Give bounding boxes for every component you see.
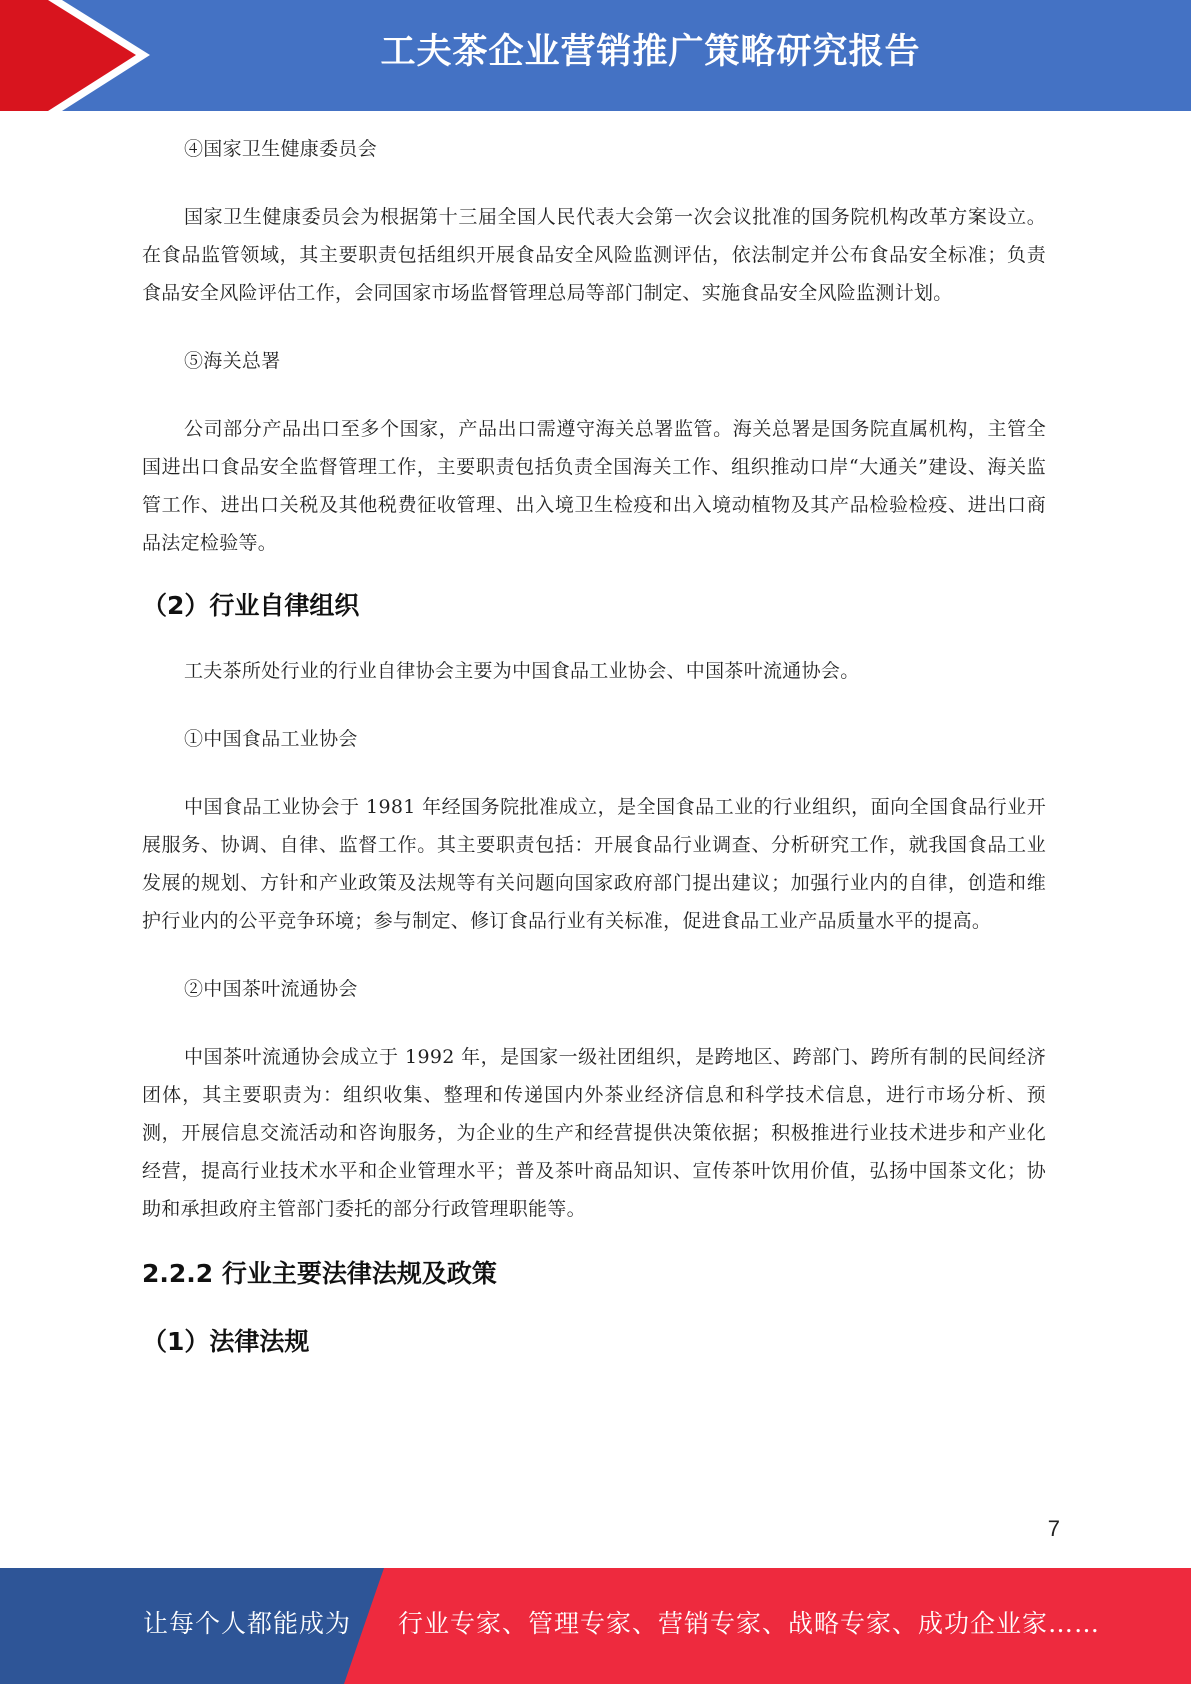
org-1-paragraph: 中国食品工业协会于 1981 年经国务院批准成立，是全国食品工业的行业组织，面向全国食品行业开展服务、协调、自律、监督工作。其主要职责包括：开展食品行业调查、分析研究工作，就我国食品工业发展的规划、方针和产业政策及法规等有关问题向国家政府部门提出建议；加强行业内的自律，创造和维护行业内的公平竞争环境；参与制定、修订食品行业有关标准，促进食品工业产品质量水平的提高。 (142, 796, 1046, 932)
page-header (0, 0, 1191, 111)
org-1-label: ①中国食品工业协会 (184, 728, 358, 750)
org-2-label: ②中国茶叶流通协会 (184, 978, 358, 1000)
document-title: 工夫茶企业营销推广策略研究报告 (380, 32, 921, 72)
org-2-paragraph: 中国茶叶流通协会成立于 1992 年，是国家一级社团组织，是跨地区、跨部门、跨所有制的民间经济团体，其主要职责为：组织收集、整理和传递国内外茶业经济信息和科学技术信息，进行市场分析、预测，开展信息交流活动和咨询服务，为企业的生产和经营提供决策依据；积极推进行业技术进步和产业化经营，提高行业技术水平和企业管理水平；普及茶叶商品知识、宣传茶叶饮用价值，弘扬中国茶文化；协助和承担政府主管部门委托的部分行政管理职能等。 (142, 1046, 1046, 1220)
page-number: 7 (1047, 1516, 1060, 1541)
item-4-label: ④国家卫生健康委员会 (184, 138, 378, 160)
document-body (142, 130, 1046, 1362)
section-heading-industry-self-regulation: （2）行业自律组织 (142, 591, 360, 620)
item-5-label: ⑤海关总署 (184, 350, 281, 372)
footer-slogan-right: 行业专家、管理专家、营销专家、战略专家、成功企业家…… (398, 1609, 1101, 1638)
section-heading-laws: （1）法律法规 (142, 1327, 310, 1356)
section-intro-paragraph: 工夫茶所处行业的行业自律协会主要为中国食品工业协会、中国茶叶流通协会。 (184, 660, 860, 682)
page-footer (0, 1568, 1191, 1684)
item-4-paragraph: 国家卫生健康委员会为根据第十三届全国人民代表大会第一次会议批准的国务院机构改革方案设立。在食品监管领域，其主要职责包括组织开展食品安全风险监测评估，依法制定并公布食品安全标准；负责食品安全风险评估工作，会同国家市场监督管理总局等部门制定、实施食品安全风险监测计划。 (142, 206, 1046, 304)
footer-slogan-left: 让每个人都能成为 (143, 1609, 352, 1638)
header-chevron-decoration (0, 0, 160, 111)
section-heading-laws-and-policies: 2.2.2 行业主要法律法规及政策 (142, 1259, 497, 1288)
item-5-paragraph: 公司部分产品出口至多个国家，产品出口需遵守海关总署监管。海关总署是国务院直属机构，主管全国进出口食品安全监督管理工作，主要职责包括负责全国海关工作、组织推动口岸“大通关”建设、海关监管工作、进出口关税及其他税费征收管理、出入境卫生检疫和出入境动植物及其产品检验检疫、进出口商品法定检验等。 (142, 418, 1046, 554)
